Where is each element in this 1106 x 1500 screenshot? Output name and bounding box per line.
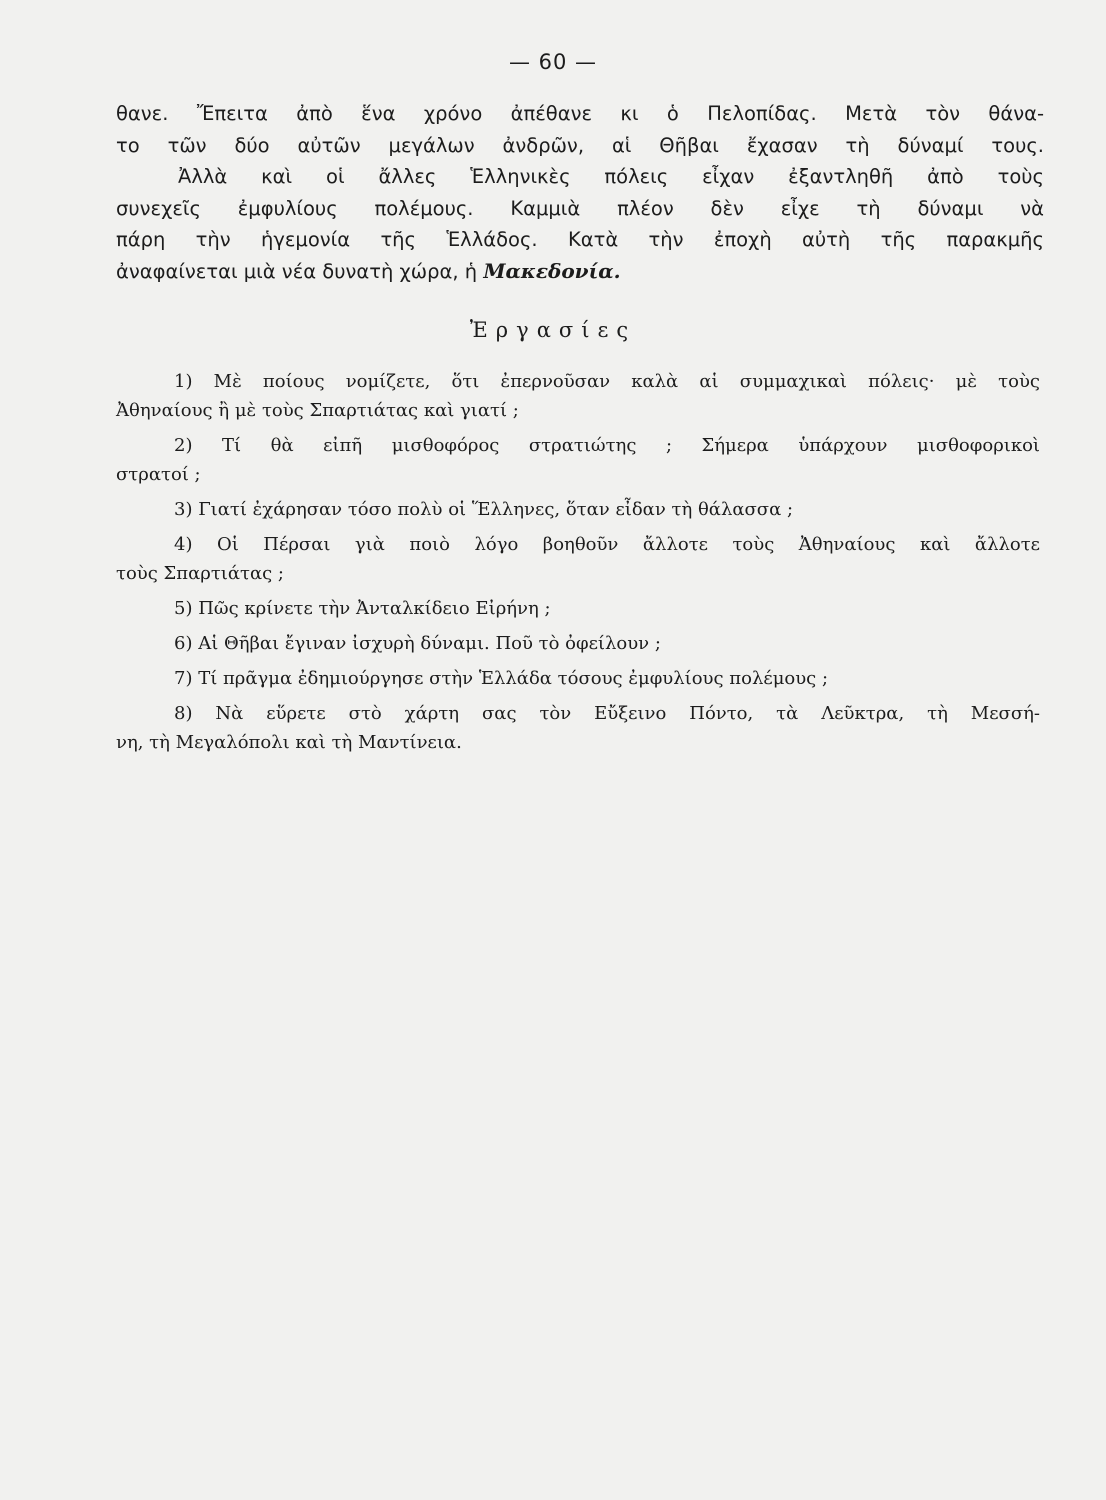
intro-paragraph bbox=[116, 98, 1044, 287]
exercise-item bbox=[116, 431, 1040, 489]
intro-line: το τῶν δύο αὐτῶν μεγάλων ἀνδρῶν, αἱ Θῆβαι ἔχασαν τὴ δύναμί τους. bbox=[116, 133, 1044, 157]
exercise-line: 5) Πῶς κρίνετε τὴν Ἀνταλκίδειο Εἰρήνη ; bbox=[174, 598, 551, 619]
page-number: — 60 — bbox=[508, 50, 598, 74]
exercise-line: 2) Τί θὰ εἰπῆ μισθοφόρος στρατιώτης ; Σήμερα ὑπάρχουν μισθοφορικοὶ bbox=[174, 435, 1040, 456]
exercise-item bbox=[116, 594, 1040, 623]
exercise-line: τοὺς Σπαρτιάτας ; bbox=[116, 563, 284, 584]
exercise-line: 3) Γιατί ἐχάρησαν τόσο πολὺ οἱ Ἕλληνες, ὅταν εἶδαν τὴ θάλασσα ; bbox=[174, 499, 794, 520]
intro-line: ἀναφαίνεται μιὰ νέα δυνατὴ χώρα, ἡ bbox=[116, 259, 478, 283]
intro-line: Ἀλλὰ καὶ οἱ ἄλλες Ἑλληνικὲς πόλεις εἶχαν ἐξαντληθῆ ἀπὸ τοὺς bbox=[178, 165, 1044, 188]
intro-line: πάρη τὴν ἡγεμονία τῆς Ἑλλάδος. Κατὰ τὴν ἐποχὴ αὐτὴ τῆς παρακμῆς bbox=[116, 228, 1044, 251]
intro-line: συνεχεῖς ἐμφυλίους πολέμους. Καμμιὰ πλέον δὲν εἶχε τὴ δύναμι νὰ bbox=[116, 196, 1044, 220]
exercise-item bbox=[116, 530, 1040, 588]
intro-line-last bbox=[116, 256, 1044, 288]
exercise-line: 6) Αἱ Θῆβαι ἔγιναν ἰσχυρὴ δύναμι. Ποῦ τὸ ὀφείλουν ; bbox=[174, 633, 661, 654]
exercise-list bbox=[116, 367, 1040, 763]
exercise-line: 8) Νὰ εὕρετε στὸ χάρτη σας τὸν Εὔξεινο Πόντο, τὰ Λεῦκτρα, τὴ Μεσσή- bbox=[174, 703, 1040, 724]
exercise-line: 1) Μὲ ποίους νομίζετε, ὅτι ἐπερνοῦσαν καλὰ αἱ συμμαχικαὶ πόλεις· μὲ τοὺς bbox=[174, 371, 1040, 392]
exercise-line: στρατοί ; bbox=[116, 464, 201, 485]
emphasis-macedonia: Μακεδονία. bbox=[483, 258, 621, 283]
exercise-item bbox=[116, 367, 1040, 425]
section-title: Ἐργασίες bbox=[469, 318, 637, 342]
exercise-item bbox=[116, 699, 1040, 757]
exercise-line: Ἀθηναίους ἢ μὲ τοὺς Σπαρτιάτας καὶ γιατί ; bbox=[116, 400, 519, 421]
exercise-item bbox=[116, 664, 1040, 693]
exercise-line: 4) Οἱ Πέρσαι γιὰ ποιὸ λόγο βοηθοῦν ἄλλοτε τοὺς Ἀθηναίους καὶ ἄλλοτε bbox=[174, 534, 1040, 555]
intro-line: θανε. Ἔπειτα ἀπὸ ἕνα χρόνο ἀπέθανε κι ὁ Πελοπίδας. Μετὰ τὸν θάνα- bbox=[116, 102, 1044, 125]
exercise-item bbox=[116, 495, 1040, 524]
exercise-item bbox=[116, 629, 1040, 658]
exercise-line: νη, τὴ Μεγαλόπολι καὶ τὴ Μαντίνεια. bbox=[116, 732, 462, 753]
exercise-line: 7) Τί πρᾶγμα ἐδημιούργησε στὴν Ἑλλάδα τόσους ἐμφυλίους πολέμους ; bbox=[174, 668, 829, 689]
